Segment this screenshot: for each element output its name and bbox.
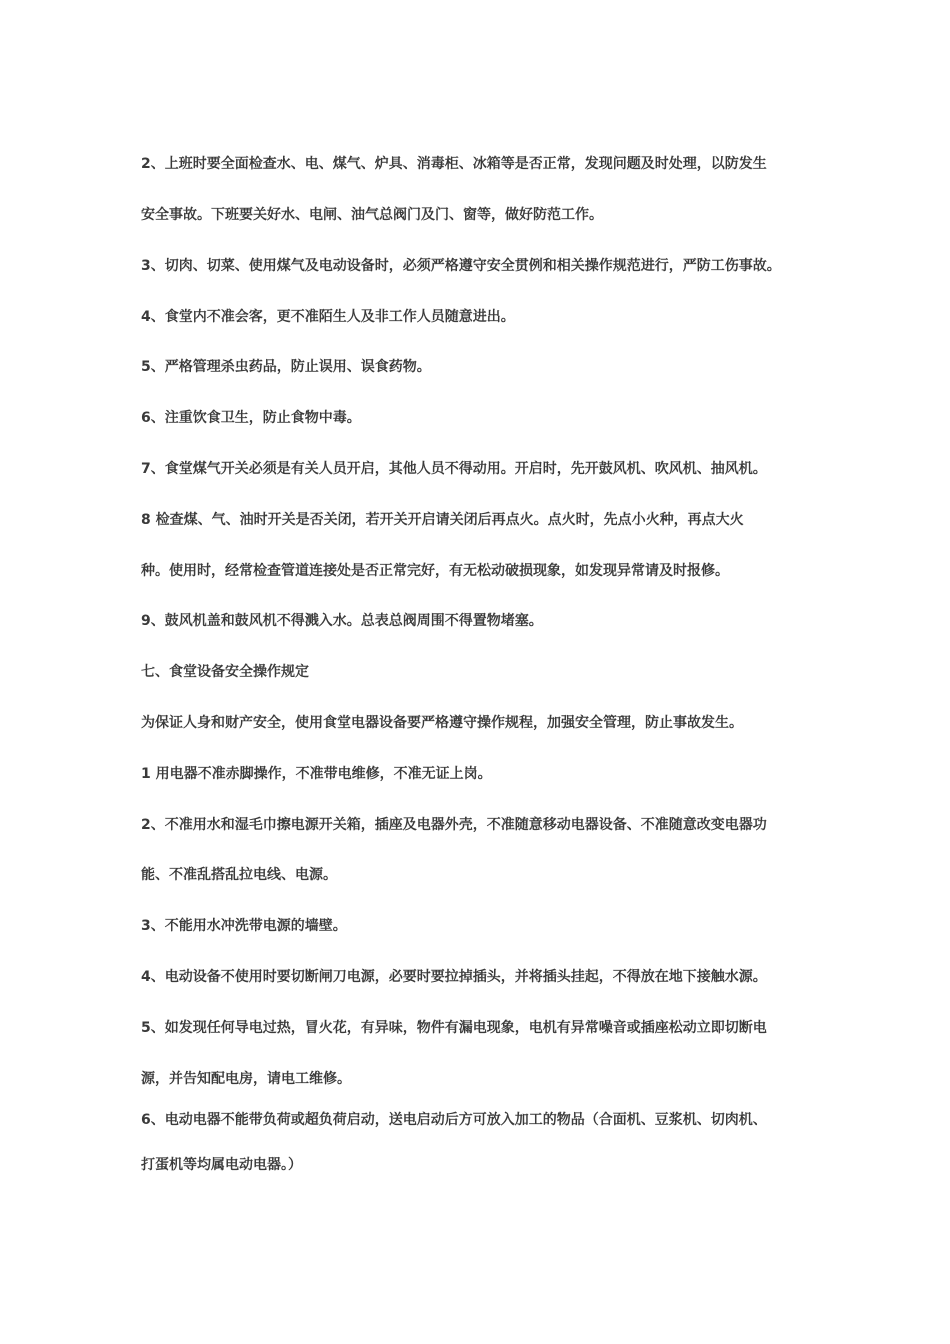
paragraph-line: 打蛋机等均属电动电器。） [141,1157,302,1173]
paragraph-line: 源，并告知配电房，请电工维修。 [141,1071,351,1087]
paragraph-line: 1 用电器不准赤脚操作，不准带电维修，不准无证上岗。 [141,766,492,782]
paragraph-line: 5、如发现任何导电过热，冒火花，有异味，物件有漏电现象，电机有异常噪音或插座松动立即切断电 [141,1020,767,1036]
paragraph-line: 为保证人身和财产安全，使用食堂电器设备要严格遵守操作规程，加强安全管理，防止事故发生。 [141,715,743,731]
paragraph-line: 2、上班时要全面检查水、电、煤气、炉具、消毒柜、冰箱等是否正常，发现问题及时处理，以防发生 [141,156,767,172]
paragraph-line: 安全事故。下班要关好水、电闸、油气总阀门及门、窗等，做好防范工作。 [141,207,603,223]
paragraph-line: 3、不能用水冲洗带电源的墙壁。 [141,918,347,934]
paragraph-line: 4、电动设备不使用时要切断闸刀电源，必要时要拉掉插头，并将插头挂起，不得放在地下接触水源。 [141,969,767,985]
section-heading: 七、食堂设备安全操作规定 [141,664,309,680]
paragraph-line: 6、电动电器不能带负荷或超负荷启动，送电启动后方可放入加工的物品（合面机、豆浆机、切肉机、 [141,1112,767,1128]
paragraph-line: 4、食堂内不准会客，更不准陌生人及非工作人员随意进出。 [141,309,515,325]
paragraph-line: 能、不准乱搭乱拉电线、电源。 [141,867,337,883]
paragraph-line: 5、严格管理杀虫药品，防止误用、误食药物。 [141,359,431,375]
paragraph-line: 3、切肉、切菜、使用煤气及电动设备时，必须严格遵守安全贯例和相关操作规范进行，严防工伤事故。 [141,258,781,274]
paragraph-line: 9、鼓风机盖和鼓风机不得溅入水。总表总阀周围不得置物堵塞。 [141,613,543,629]
paragraph-line: 8 检查煤、气、油时开关是否关闭，若开关开启请关闭后再点火。点火时，先点小火种，再点大火 [141,512,744,528]
paragraph-line: 6、注重饮食卫生，防止食物中毒。 [141,410,361,426]
paragraph-line: 2、不准用水和湿毛巾擦电源开关箱，插座及电器外壳，不准随意移动电器设备、不准随意改变电器功 [141,817,767,833]
paragraph-line: 种。使用时，经常检查管道连接处是否正常完好，有无松动破损现象，如发现异常请及时报修。 [141,563,729,579]
paragraph-line: 7、食堂煤气开关必须是有关人员开启，其他人员不得动用。开启时，先开鼓风机、吹风机、抽风机。 [141,461,767,477]
